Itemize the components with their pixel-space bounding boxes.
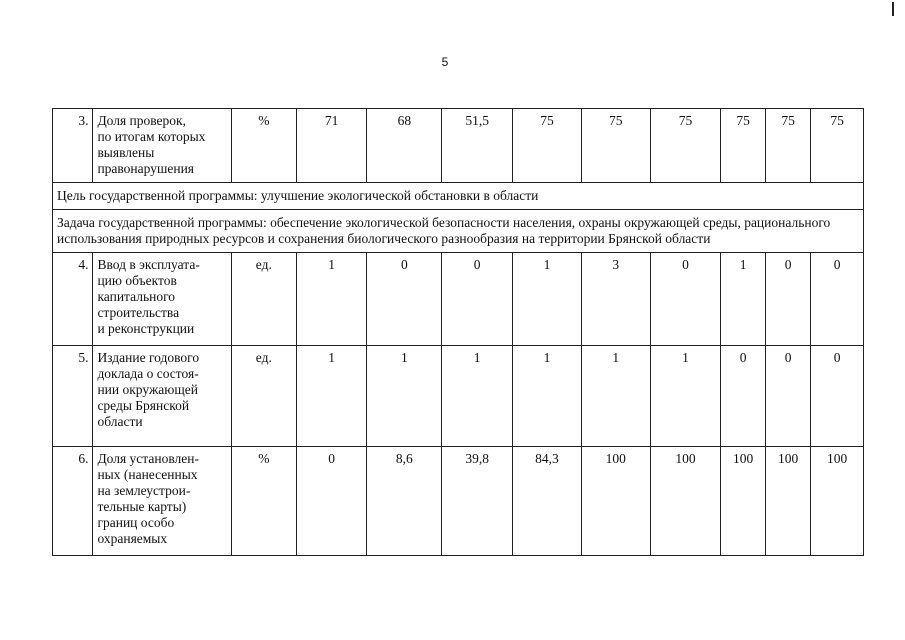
- indicators-table: [52, 108, 864, 556]
- value-cell: 75: [811, 109, 864, 183]
- value-cell: 71: [296, 109, 367, 183]
- unit-cell: %: [231, 447, 296, 556]
- value-cell: 1: [650, 346, 721, 447]
- value-cell: 68: [367, 109, 442, 183]
- value-cell: 0: [721, 346, 765, 447]
- value-cell: 0: [811, 346, 864, 447]
- value-cell: 75: [721, 109, 765, 183]
- unit-cell: ед.: [231, 346, 296, 447]
- table-row: [53, 109, 864, 183]
- unit-cell: %: [231, 109, 296, 183]
- program-task: Задача государственной программы: обеспечение экологической безопасности населения, охраны окружающей среды, рационального использования природных ресурсов и сохранения биологического разнообразия на территории Брянской области: [53, 210, 864, 253]
- row-number: 6.: [53, 447, 93, 556]
- row-number: 5.: [53, 346, 93, 447]
- value-cell: 1: [296, 346, 367, 447]
- goal-row: [53, 183, 864, 210]
- value-cell: 39,8: [442, 447, 513, 556]
- value-cell: 0: [650, 253, 721, 346]
- value-cell: 1: [296, 253, 367, 346]
- unit-cell: ед.: [231, 253, 296, 346]
- value-cell: 100: [650, 447, 721, 556]
- row-number: 3.: [53, 109, 93, 183]
- value-cell: 0: [442, 253, 513, 346]
- table-row: [53, 253, 864, 346]
- table-row: [53, 447, 864, 556]
- value-cell: 3: [581, 253, 650, 346]
- value-cell: 1: [442, 346, 513, 447]
- value-cell: 75: [581, 109, 650, 183]
- indicator-name: Доля установлен- ных (нанесенных на землеустрои- тельные карты) границ особо охраняемых: [93, 447, 232, 556]
- indicator-name: Доля проверок, по итогам которых выявлены правонарушения: [93, 109, 232, 183]
- value-cell: 100: [811, 447, 864, 556]
- value-cell: 100: [581, 447, 650, 556]
- value-cell: 1: [513, 253, 582, 346]
- value-cell: 1: [721, 253, 765, 346]
- program-goal: Цель государственной программы: улучшение экологической обстановки в области: [53, 183, 864, 210]
- table-row: [53, 346, 864, 447]
- value-cell: 0: [765, 253, 811, 346]
- value-cell: 8,6: [367, 447, 442, 556]
- indicator-name: Издание годового доклада о состоя- нии окружающей среды Брянской области: [93, 346, 232, 447]
- value-cell: 75: [650, 109, 721, 183]
- value-cell: 1: [581, 346, 650, 447]
- task-row: [53, 210, 864, 253]
- value-cell: 51,5: [442, 109, 513, 183]
- row-number: 4.: [53, 253, 93, 346]
- value-cell: 0: [765, 346, 811, 447]
- value-cell: 0: [367, 253, 442, 346]
- value-cell: 100: [721, 447, 765, 556]
- page-number: 5: [441, 55, 449, 69]
- value-cell: 84,3: [513, 447, 582, 556]
- value-cell: 75: [765, 109, 811, 183]
- value-cell: 1: [367, 346, 442, 447]
- value-cell: 0: [296, 447, 367, 556]
- value-cell: 1: [513, 346, 582, 447]
- value-cell: 100: [765, 447, 811, 556]
- value-cell: 0: [811, 253, 864, 346]
- indicator-name: Ввод в эксплуата- цию объектов капитального строительства и реконструкции: [93, 253, 232, 346]
- value-cell: 75: [513, 109, 582, 183]
